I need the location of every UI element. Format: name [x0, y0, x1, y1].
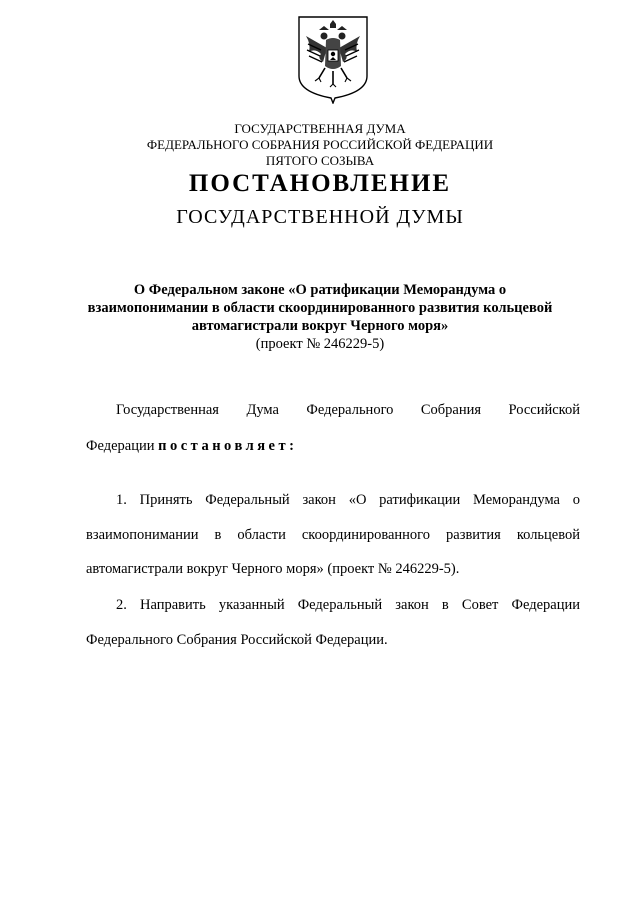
subject-line: О Федеральном законе «О ратификации Меморандума о [133, 282, 507, 298]
item-2 [86, 597, 580, 613]
document-issuer-subtitle: ГОСУДАРСТВЕННОЙ ДУМЫ [176, 206, 464, 228]
header-line: ГОСУДАРСТВЕННАЯ ДУМА [234, 121, 406, 136]
item-line: взаимопонимании в области скоординированного развития кольцевой [86, 527, 580, 543]
item-line: 1. Принять Федеральный закон «О ратификации Меморандума о [116, 492, 580, 508]
header-line: ПЯТОГО СОЗЫВА [265, 153, 375, 168]
header-line: ФЕДЕРАЛЬНОГО СОБРАНИЯ РОССИЙСКОЙ ФЕДЕРАЦИИ [146, 137, 494, 152]
preamble-line [86, 438, 580, 454]
subject-line: автомагистрали вокруг Черного моря» [191, 318, 449, 334]
preamble-start: Федерации [86, 438, 155, 454]
item-2-line-2 [86, 632, 580, 648]
subject-line: взаимопонимании в области скоординированного развития кольцевой [87, 300, 553, 316]
issuer-header [0, 121, 640, 169]
document-type-title: ПОСТАНОВЛЕНИЕ [188, 170, 452, 197]
item-line: 2. Направить указанный Федеральный закон в Совет Федерации [116, 597, 580, 613]
resolution-subject [0, 281, 640, 353]
preamble-line: Государственная Дума Федерального Собрания Российской [116, 402, 580, 418]
preamble [86, 402, 580, 418]
item-1-line-2 [86, 527, 580, 543]
state-emblem-icon [295, 14, 371, 104]
item-line: автомагистрали вокруг Черного моря» (проект № 246229-5). [86, 561, 460, 577]
item-1-line-3 [86, 561, 580, 577]
item-line: Федерального Собрания Российской Федерации. [86, 632, 388, 648]
item-1 [86, 492, 580, 508]
preamble-second-line [86, 438, 580, 454]
resolves-verb: постановляет: [158, 438, 298, 454]
project-number: (проект № 246229-5) [255, 336, 385, 352]
